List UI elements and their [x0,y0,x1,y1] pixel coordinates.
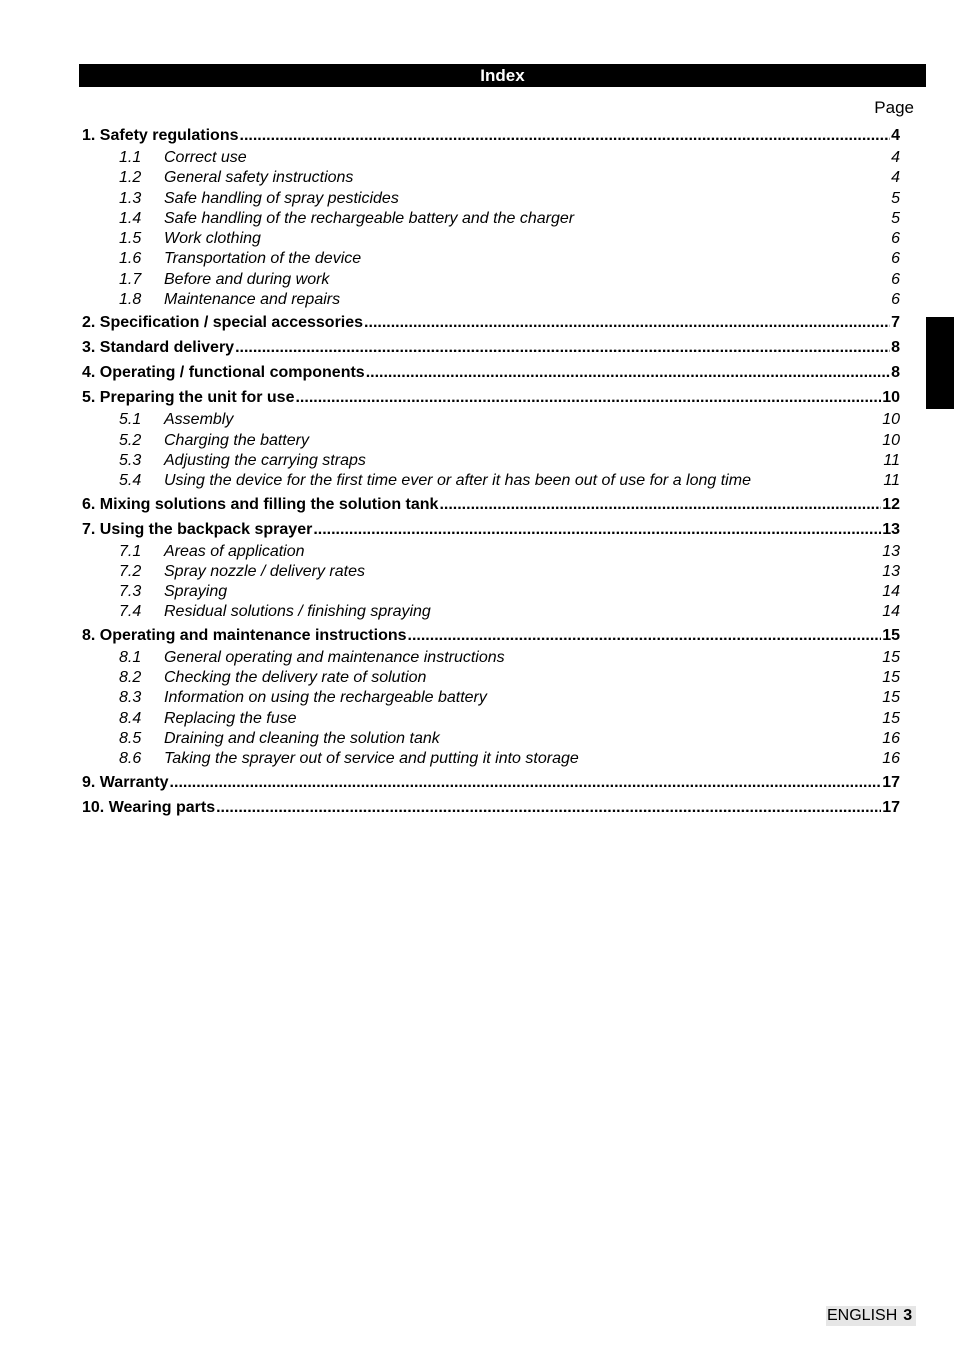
table-of-contents [82,123,900,820]
toc-subsection-title: Spraying [164,583,228,601]
toc-subsection-page: 15 [882,648,900,666]
toc-subsection-title: Adjusting the carrying straps [164,451,366,469]
toc-subsection-title: Spray nozzle / delivery rates [164,562,365,580]
toc-section-entry[interactable] [82,770,900,795]
toc-section-page: 8 [891,339,900,357]
toc-subsection-number: 5.1 [119,411,142,429]
toc-subsection-page: 16 [882,729,900,747]
toc-subsection-title: Replacing the fuse [164,709,297,727]
toc-subsection-page: 6 [891,291,900,309]
toc-subsection-title: Information on using the rechargeable battery [164,689,487,707]
toc-subsection-title: Draining and cleaning the solution tank [164,729,440,747]
toc-section-title: 1. Safety regulations [82,127,239,144]
toc-section-title: 3. Standard delivery [82,339,235,357]
toc-subsection-page: 10 [882,411,900,429]
toc-subsection-number: 7.4 [119,603,142,621]
toc-subsection-number: 7.2 [119,562,142,580]
toc-subsection-number: 1.8 [119,291,142,309]
toc-subsection-entry[interactable] [82,562,900,582]
toc-subsection-page: 4 [891,169,900,187]
toc-subsection-entry[interactable] [82,542,900,562]
toc-section-page: 10 [882,389,900,407]
toc-subsection-title: Maintenance and repairs [164,291,341,309]
toc-subsection-number: 8.3 [119,689,142,707]
toc-subsection-title: Before and during work [164,270,330,288]
toc-subsection-number: 8.5 [119,729,142,747]
toc-dot-leader [170,770,882,795]
toc-subsection-title: Checking the delivery rate of solution [164,669,427,687]
toc-subsection-title: Correct use [164,149,247,166]
toc-subsection-number: 8.6 [119,750,142,768]
toc-dot-leader [439,492,881,517]
toc-dot-leader [295,385,881,410]
toc-subsection-page: 5 [891,189,900,207]
toc-subsection-title: Safe handling of spray pesticides [164,189,399,207]
toc-section-entry[interactable] [82,335,900,360]
toc-subsection-entry[interactable] [82,729,900,749]
toc-subsection-entry[interactable] [82,410,900,430]
toc-subsection-entry[interactable] [82,209,900,229]
toc-section-title: 5. Preparing the unit for use [82,389,295,407]
toc-dot-leader [216,795,881,820]
toc-subsection-page: 13 [882,562,900,580]
toc-subsection-entry[interactable] [82,229,900,249]
toc-dot-leader [364,310,890,335]
toc-subsection-page: 15 [882,709,900,727]
toc-subsection-number: 8.4 [119,709,142,727]
page-column-label: Page [874,98,914,117]
toc-subsection-entry[interactable] [82,431,900,451]
toc-dot-leader [366,360,890,385]
toc-section-page: 13 [882,520,900,538]
language-side-tab [926,317,954,409]
toc-dot-leader [235,335,890,360]
footer-page-number: 3 [903,1307,913,1324]
toc-subsection-number: 1.4 [119,209,142,227]
toc-section-page: 17 [882,798,900,816]
toc-subsection-entry[interactable] [82,688,900,708]
toc-subsection-entry[interactable] [82,709,900,729]
toc-section-entry[interactable] [82,123,900,148]
toc-subsection-page: 10 [882,431,900,449]
toc-subsection-page: 4 [891,149,900,166]
toc-subsection-entry[interactable] [82,451,900,471]
index-title: Index [480,66,525,85]
toc-subsection-number: 1.3 [119,189,142,207]
toc-subsection-number: 5.4 [119,472,142,490]
toc-section-title: 4. Operating / functional components [82,364,365,382]
toc-section-entry[interactable] [82,360,900,385]
toc-section-page: 17 [882,773,900,791]
toc-subsection-page: 6 [891,270,900,288]
toc-section-title: 7. Using the backpack sprayer [82,520,313,538]
page-footer [826,1306,916,1326]
toc-dot-leader [240,123,891,148]
toc-subsection-entry[interactable] [82,249,900,269]
toc-section-page: 7 [891,314,900,332]
toc-section-title: 9. Warranty [82,773,169,791]
index-title-bar [79,64,926,87]
toc-dot-leader [408,623,882,648]
toc-subsection-page: 14 [882,603,900,621]
toc-subsection-title: Charging the battery [164,431,309,449]
toc-subsection-number: 1.7 [119,270,142,288]
toc-subsection-page: 11 [883,472,900,490]
toc-subsection-number: 1.5 [119,230,142,248]
toc-subsection-number: 1.2 [119,169,142,187]
toc-section-page: 12 [882,495,900,513]
toc-section-page: 8 [891,364,900,382]
toc-subsection-entry[interactable] [82,582,900,602]
toc-subsection-entry[interactable] [82,270,900,290]
toc-subsection-page: 13 [882,542,900,560]
toc-subsection-number: 7.1 [119,542,142,560]
toc-subsection-title: Transportation of the device [164,250,362,268]
toc-subsection-number: 5.3 [119,451,142,469]
toc-subsection-page: 11 [883,451,900,469]
toc-section-entry[interactable] [82,492,900,517]
toc-subsection-number: 1.6 [119,250,142,268]
toc-subsection-title: Areas of application [164,542,305,560]
toc-section-title: 2. Specification / special accessories [82,314,364,332]
toc-subsection-number: 8.2 [119,669,142,687]
toc-subsection-page: 5 [891,209,900,227]
toc-subsection-page: 14 [882,583,900,601]
toc-subsection-page: 15 [882,689,900,707]
toc-subsection-title: General safety instructions [164,169,354,187]
toc-subsection-title: Work clothing [164,230,261,248]
footer-language: ENGLISH [827,1307,898,1324]
toc-subsection-title: Using the device for the first time ever or after it has been out of use for a long time [164,472,751,490]
toc-subsection-entry[interactable] [82,168,900,188]
toc-subsection-entry[interactable] [82,290,900,310]
toc-subsection-number: 8.1 [119,648,142,666]
toc-section-title: 8. Operating and maintenance instructions [82,626,407,644]
toc-section-entry[interactable] [82,517,900,542]
toc-subsection-entry[interactable] [82,148,900,168]
toc-section-page: 4 [891,127,900,144]
toc-subsection-title: Residual solutions / finishing spraying [164,603,431,621]
toc-subsection-page: 16 [882,750,900,768]
toc-section-entry[interactable] [82,385,900,410]
toc-subsection-title: Taking the sprayer out of service and putting it into storage [164,750,579,768]
toc-subsection-title: General operating and maintenance instructions [164,648,505,666]
toc-section-page: 15 [882,626,900,644]
toc-section-title: 10. Wearing parts [82,798,216,816]
toc-subsection-number: 7.3 [119,583,142,601]
toc-subsection-title: Assembly [164,411,234,429]
toc-subsection-entry[interactable] [82,648,900,668]
toc-subsection-entry[interactable] [82,602,900,622]
toc-subsection-page: 15 [882,669,900,687]
toc-section-entry[interactable] [82,623,900,648]
toc-subsection-number: 5.2 [119,431,142,449]
toc-subsection-page: 6 [891,230,900,248]
toc-section-entry[interactable] [82,795,900,820]
toc-section-title: 6. Mixing solutions and filling the solution tank [82,495,439,513]
toc-dot-leader [313,517,881,542]
toc-section-entry[interactable] [82,310,900,335]
toc-subsection-entry[interactable] [82,189,900,209]
toc-subsection-page: 6 [891,250,900,268]
toc-subsection-entry[interactable] [82,749,900,769]
toc-subsection-entry[interactable] [82,668,900,688]
toc-subsection-title: Safe handling of the rechargeable battery and the charger [164,209,575,227]
toc-subsection-entry[interactable] [82,471,900,491]
toc-subsection-number: 1.1 [119,149,142,166]
